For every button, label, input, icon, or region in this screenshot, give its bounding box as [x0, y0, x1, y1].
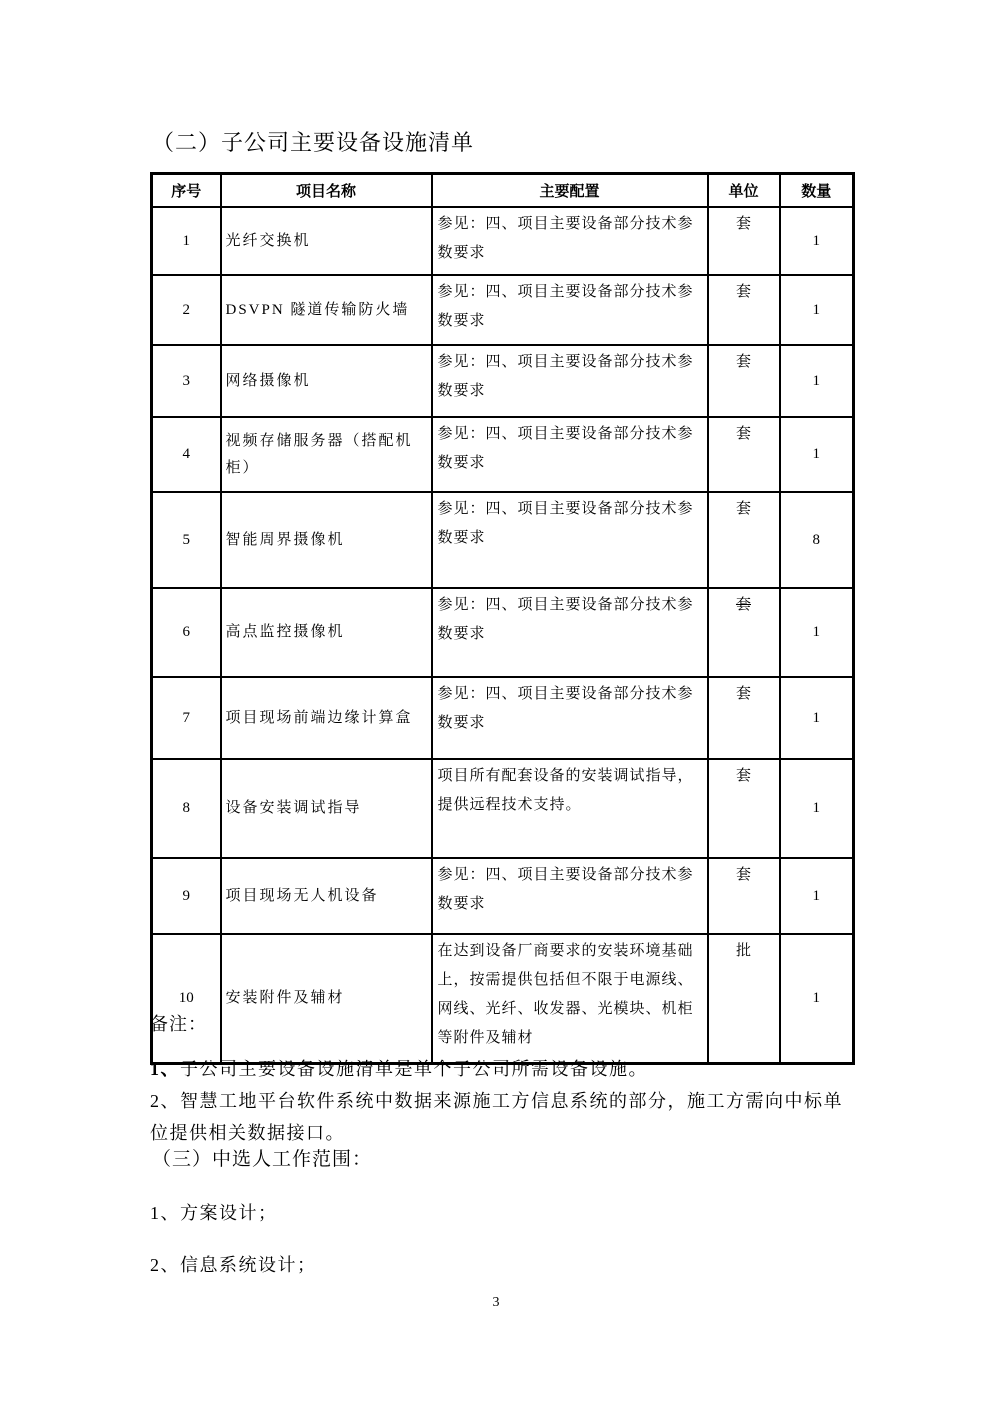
- cell-unit: 套: [708, 858, 780, 934]
- col-header-unit: 单位: [708, 174, 780, 208]
- equipment-table: [150, 172, 855, 1065]
- cell-no: 7: [152, 677, 221, 759]
- cell-config: 参见：四、项目主要设备部分技术参数要求: [432, 345, 708, 417]
- cell-qty: 1: [780, 759, 854, 858]
- cell-config: 参见：四、项目主要设备部分技术参数要求: [432, 275, 708, 345]
- cell-config: 参见：四、项目主要设备部分技术参数要求: [432, 492, 708, 588]
- col-header-no: 序号: [152, 174, 221, 208]
- table-row: [152, 345, 854, 417]
- note-text: 子公司主要设备设施清单是单个子公司所需设备设施。: [180, 1059, 648, 1079]
- table-row: [152, 934, 854, 1064]
- cell-qty: 8: [780, 492, 854, 588]
- cell-unit: 套: [708, 417, 780, 492]
- table-row: [152, 759, 854, 858]
- cell-unit: 套: [708, 207, 780, 275]
- cell-qty: 1: [780, 207, 854, 275]
- table-header-row: [152, 174, 854, 208]
- cell-no: 4: [152, 417, 221, 492]
- work-scope-item: 1、方案设计；: [150, 1203, 278, 1223]
- table-row: [152, 677, 854, 759]
- work-scope-item: 2、信息系统设计；: [150, 1255, 317, 1275]
- cell-unit: 批: [708, 934, 780, 1064]
- col-header-qty: 数量: [780, 174, 854, 208]
- cell-config: 参见：四、项目主要设备部分技术参数要求: [432, 588, 708, 677]
- table-row: [152, 492, 854, 588]
- cell-name: 视频存储服务器（搭配机柜）: [221, 417, 432, 492]
- cell-config: 在达到设备厂商要求的安装环境基础上，按需提供包括但不限于电源线、网线、光纤、收发器、光模块、机柜等附件及辅材: [432, 934, 708, 1064]
- cell-config: 参见：四、项目主要设备部分技术参数要求: [432, 207, 708, 275]
- cell-no: 10: [152, 934, 221, 1064]
- cell-no: 8: [152, 759, 221, 858]
- cell-no: 9: [152, 858, 221, 934]
- col-header-config: 主要配置: [432, 174, 708, 208]
- cell-qty: 1: [780, 677, 854, 759]
- cell-config: 项目所有配套设备的安装调试指导，提供远程技术支持。: [432, 759, 708, 858]
- note-item: [150, 1053, 860, 1085]
- cell-qty: 1: [780, 275, 854, 345]
- cell-qty: 1: [780, 934, 854, 1064]
- note-text: 智慧工地平台软件系统中数据来源施工方信息系统的部分，施工方需向中标单位提供相关数据接口。: [150, 1091, 843, 1143]
- note-item: [150, 1085, 856, 1149]
- page-number: 3: [492, 1295, 500, 1310]
- cell-qty: 1: [780, 417, 854, 492]
- note-marker: 1、: [150, 1059, 180, 1079]
- cell-name: 项目现场前端边缘计算盒: [221, 677, 432, 759]
- col-header-name: 项目名称: [221, 174, 432, 208]
- cell-config: 参见：四、项目主要设备部分技术参数要求: [432, 677, 708, 759]
- section-title: （二）子公司主要设备设施清单: [152, 130, 475, 155]
- cell-name: 智能周界摄像机: [221, 492, 432, 588]
- section-heading: （三）中选人工作范围：: [152, 1149, 373, 1170]
- cell-config: 参见：四、项目主要设备部分技术参数要求: [432, 858, 708, 934]
- cell-name: 安装附件及辅材: [221, 934, 432, 1064]
- cell-qty: 1: [780, 858, 854, 934]
- table-row: [152, 275, 854, 345]
- cell-no: 6: [152, 588, 221, 677]
- cell-no: 3: [152, 345, 221, 417]
- note-marker: 2、: [150, 1091, 180, 1111]
- cell-unit: 套: [708, 275, 780, 345]
- notes-label: 备注：: [150, 1014, 207, 1034]
- cell-no: 5: [152, 492, 221, 588]
- cell-qty: 1: [780, 345, 854, 417]
- cell-unit: 套: [708, 492, 780, 588]
- cell-name: 光纤交换机: [221, 207, 432, 275]
- table-row: [152, 207, 854, 275]
- cell-no: 1: [152, 207, 221, 275]
- cell-name: 网络摄像机: [221, 345, 432, 417]
- cell-name: 项目现场无人机设备: [221, 858, 432, 934]
- cell-unit: 套: [708, 345, 780, 417]
- table-row: [152, 417, 854, 492]
- cell-name: DSVPN 隧道传输防火墙: [221, 275, 432, 345]
- cell-qty: 1: [780, 588, 854, 677]
- cell-config: 参见：四、项目主要设备部分技术参数要求: [432, 417, 708, 492]
- cell-unit: 套: [708, 588, 780, 677]
- cell-name: 设备安装调试指导: [221, 759, 432, 858]
- table-row: [152, 588, 854, 677]
- cell-unit: 套: [708, 759, 780, 858]
- cell-name: 高点监控摄像机: [221, 588, 432, 677]
- cell-unit: 套: [708, 677, 780, 759]
- cell-no: 2: [152, 275, 221, 345]
- table-row: [152, 858, 854, 934]
